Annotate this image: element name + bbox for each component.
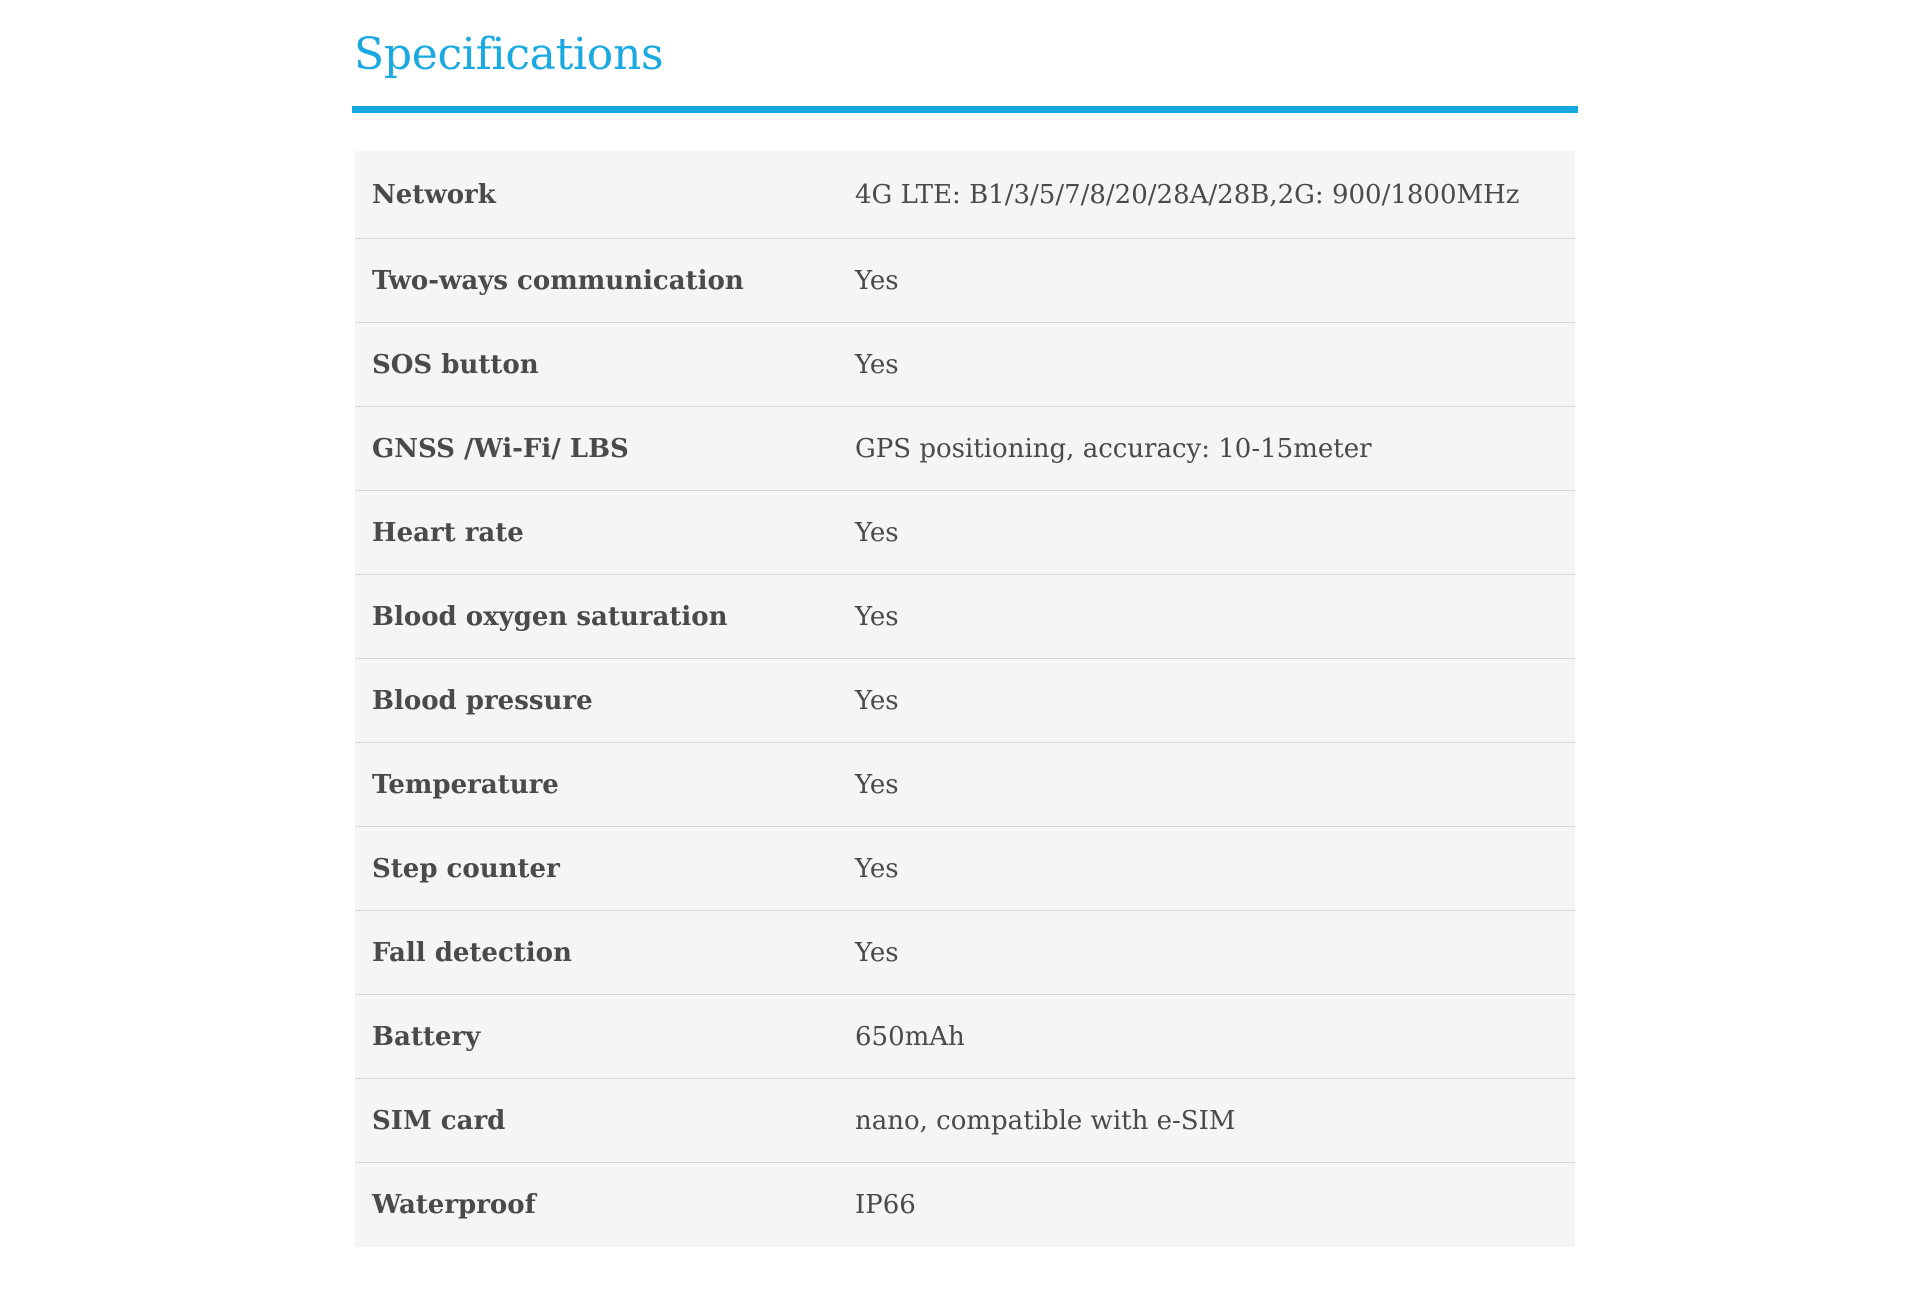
spec-row-battery (355, 995, 1575, 1079)
spec-label: Battery (372, 1021, 481, 1052)
spec-label: SIM card (372, 1105, 506, 1136)
spec-value: Yes (855, 853, 899, 884)
spec-row-fall-detection (355, 911, 1575, 995)
spec-value: 4G LTE: B1/3/5/7/8/20/28A/28B,2G: 900/1800MHz (855, 179, 1520, 210)
spec-label: Blood oxygen saturation (372, 601, 728, 632)
spec-value: Yes (855, 265, 899, 296)
spec-label: Fall detection (372, 937, 572, 968)
spec-label: Step counter (372, 853, 560, 884)
title-underline (352, 106, 1578, 113)
spec-row-step-counter (355, 827, 1575, 911)
spec-label: Two-ways communication (372, 265, 744, 296)
spec-row-gnss (355, 407, 1575, 491)
spec-value: nano, compatible with e-SIM (855, 1105, 1236, 1136)
spec-row-blood-pressure (355, 659, 1575, 743)
spec-value: Yes (855, 769, 899, 800)
spec-row-sim-card (355, 1079, 1575, 1163)
spec-label: GNSS /Wi-Fi/ LBS (372, 433, 629, 464)
spec-value: Yes (855, 601, 899, 632)
spec-label: Waterproof (372, 1190, 536, 1220)
spec-label: Heart rate (372, 517, 524, 548)
spec-value: Yes (855, 937, 899, 968)
spec-value: GPS positioning, accuracy: 10-15meter (855, 433, 1372, 464)
spec-row-network (355, 151, 1575, 239)
spec-label: Temperature (372, 769, 559, 800)
spec-table (355, 151, 1575, 1247)
spec-value: IP66 (855, 1190, 916, 1220)
spec-row-two-ways-communication (355, 239, 1575, 323)
spec-value: Yes (855, 685, 899, 716)
spec-label: SOS button (372, 349, 539, 380)
spec-label: Network (372, 179, 496, 210)
spec-row-heart-rate (355, 491, 1575, 575)
spec-row-blood-oxygen (355, 575, 1575, 659)
spec-value: Yes (855, 349, 899, 380)
spec-row-temperature (355, 743, 1575, 827)
section-title: Specifications (354, 29, 664, 80)
spec-row-waterproof (355, 1163, 1575, 1247)
spec-row-sos-button (355, 323, 1575, 407)
spec-value: 650mAh (855, 1021, 965, 1052)
spec-label: Blood pressure (372, 685, 593, 716)
spec-value: Yes (855, 517, 899, 548)
specifications-header (352, 22, 1578, 113)
